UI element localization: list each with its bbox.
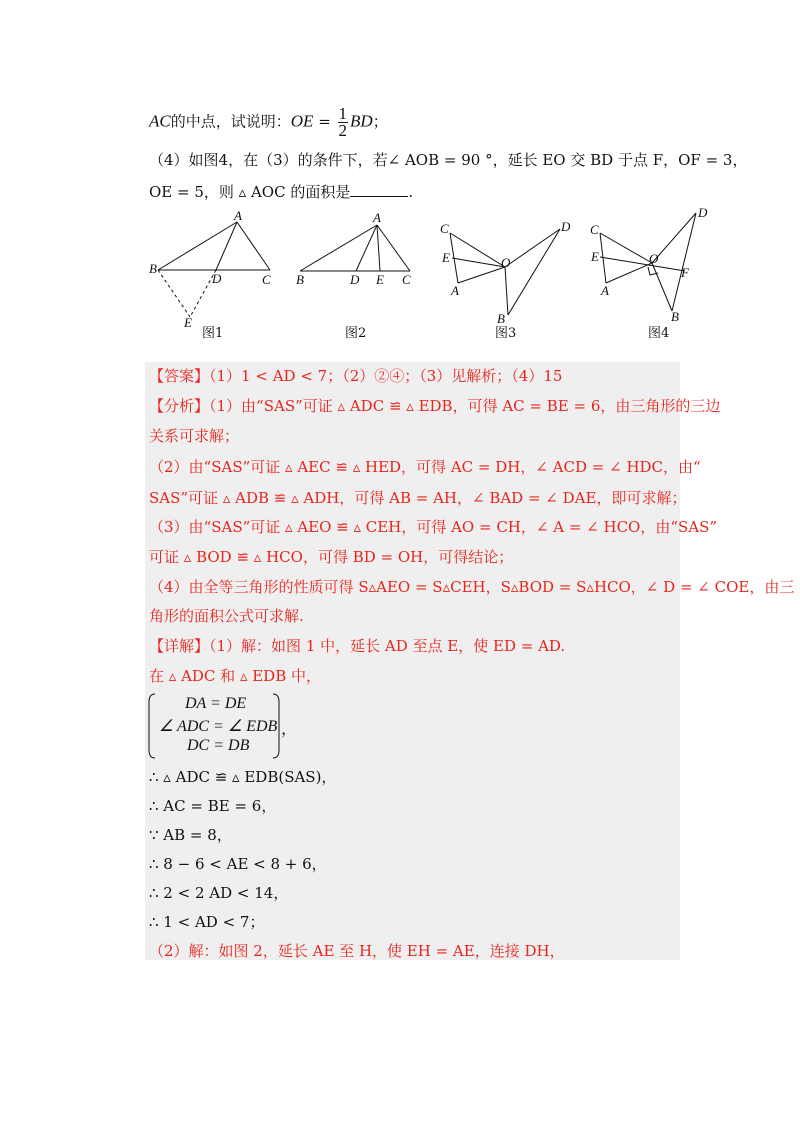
detail-line-2: 在 ▵ ADC 和 ▵ EDB 中，: [149, 667, 322, 685]
analysis-line-5: （3）由“SAS”可证 ▵ AEO ≌ ▵ CEH，可得 AO = CH，∠ A = ∠ HCO，由“SAS”: [149, 518, 718, 536]
figure-4: [600, 213, 696, 311]
analysis-tag: 【分析】: [149, 397, 210, 415]
svg-text:O: O: [649, 251, 659, 266]
svg-text:F: F: [681, 265, 689, 280]
answer-line: [149, 366, 562, 386]
step-4: ∴ 8 − 6 < AE < 8 + 6，: [149, 855, 327, 873]
fraction-half: [338, 106, 349, 139]
svg-text:B: B: [149, 261, 157, 276]
svg-text:C: C: [440, 221, 449, 236]
question-line1-text: 的中点，试说明：: [170, 112, 291, 131]
analysis-line-6: 可证 ▵ BOD ≌ ▵ HCO，可得 BD = OH，可得结论；: [149, 548, 514, 566]
detail-line-1: [149, 636, 565, 656]
figure-2: [300, 225, 410, 271]
step-5: ∴ 2 < 2 AD < 14，: [149, 884, 289, 902]
svg-text:A: A: [601, 283, 609, 298]
system-row-1: DA = DE: [185, 695, 247, 712]
figure-4-caption: 图4: [648, 326, 670, 341]
answer-text: （1）1 < AD < 7；（2）②④；（3）见解析；（4）15: [209, 367, 563, 385]
segment-oe: OE: [290, 111, 314, 131]
svg-text:C: C: [262, 272, 271, 287]
system-row-2: ∠ ADC = ∠ EDB: [159, 718, 278, 735]
svg-text:D: D: [212, 271, 222, 286]
svg-text:E: E: [184, 315, 192, 330]
svg-text:E: E: [591, 249, 599, 264]
analysis-line-1: [149, 396, 720, 416]
question-line-3: [149, 182, 413, 202]
svg-text:B: B: [671, 309, 679, 324]
detail-tag: 【详解】: [149, 637, 210, 655]
figure-3-caption: 图3: [495, 326, 517, 341]
svg-text:D: D: [350, 272, 360, 287]
analysis-1a: （1）由“SAS”可证 ▵ ADC ≌ ▵ EDB，可得 AC = BE = 6，由三角形的三边: [209, 397, 721, 415]
detail-1: （1）解：如图 1 中，延长 AD 至点 E，使 ED = AD.: [209, 637, 566, 655]
system-row-3: DC = DB: [187, 737, 250, 754]
step-1: ∴ ▵ ADC ≌ ▵ EDB(SAS)，: [149, 768, 337, 786]
svg-text:C: C: [402, 272, 411, 287]
analysis-line-2: 关系可求解；: [149, 427, 240, 445]
svg-text:D: D: [561, 219, 571, 234]
equals-sign: =: [313, 112, 336, 131]
svg-text:E: E: [376, 272, 384, 287]
figure-1: [158, 222, 270, 317]
figure-1-caption: 图1: [202, 326, 224, 341]
fraction-denominator: 2: [338, 121, 348, 140]
svg-text:A: A: [451, 283, 459, 298]
question-line3-text: OE = 5，则 ▵ AOC 的面积是: [149, 183, 351, 201]
step-3: ∵ AB = 8，: [149, 826, 232, 844]
system-end: ，: [281, 721, 298, 738]
detail-last-line: （2）解：如图 2，延长 AE 至 H，使 EH = AE，连接 DH，: [149, 942, 565, 960]
segment-bd: BD: [350, 111, 373, 131]
segment-ac: AC: [149, 111, 171, 131]
step-6: ∴ 1 < AD < 7；: [149, 913, 265, 931]
svg-text:B: B: [497, 311, 505, 326]
svg-text:O: O: [501, 255, 511, 270]
figure-3: [450, 229, 560, 315]
analysis-line-8: 角形的面积公式可求解.: [149, 607, 304, 625]
question-line-2: （4）如图4，在（3）的条件下，若∠ AOB = 90 °，延长 EO 交 BD 于点 F，OF = 3，: [149, 151, 748, 169]
answer-tag: 【答案】: [149, 367, 210, 385]
svg-text:A: A: [234, 208, 242, 223]
svg-text:A: A: [373, 210, 381, 225]
svg-text:C: C: [590, 222, 599, 237]
answer-blank: [350, 182, 408, 197]
equation-system: [147, 692, 298, 760]
figure-2-caption: 图2: [345, 326, 367, 341]
svg-text:E: E: [442, 250, 450, 265]
svg-text:B: B: [296, 272, 304, 287]
question-line-1: [149, 106, 388, 139]
svg-text:D: D: [698, 205, 708, 220]
question-line1-end: ；: [372, 112, 388, 131]
analysis-line-7: （4）由全等三角形的性质可得 S▵AEO = S▵CEH，S▵BOD = S▵HCO，∠ D = ∠ COE，由三: [149, 578, 795, 596]
geometry-figures: [140, 205, 720, 350]
step-2: ∴ AC = BE = 6，: [149, 797, 277, 815]
analysis-line-3: （2）由“SAS”可证 ▵ AEC ≌ ▵ HED，可得 AC = DH，∠ ACD = ∠ HDC，由“: [149, 458, 701, 476]
question-line3-end: .: [408, 183, 414, 201]
analysis-line-4: SAS”可证 ▵ ADB ≌ ▵ ADH，可得 AB = AH，∠ BAD = ∠ DAE，即可求解；: [149, 489, 687, 507]
fraction-numerator: 1: [338, 104, 348, 123]
